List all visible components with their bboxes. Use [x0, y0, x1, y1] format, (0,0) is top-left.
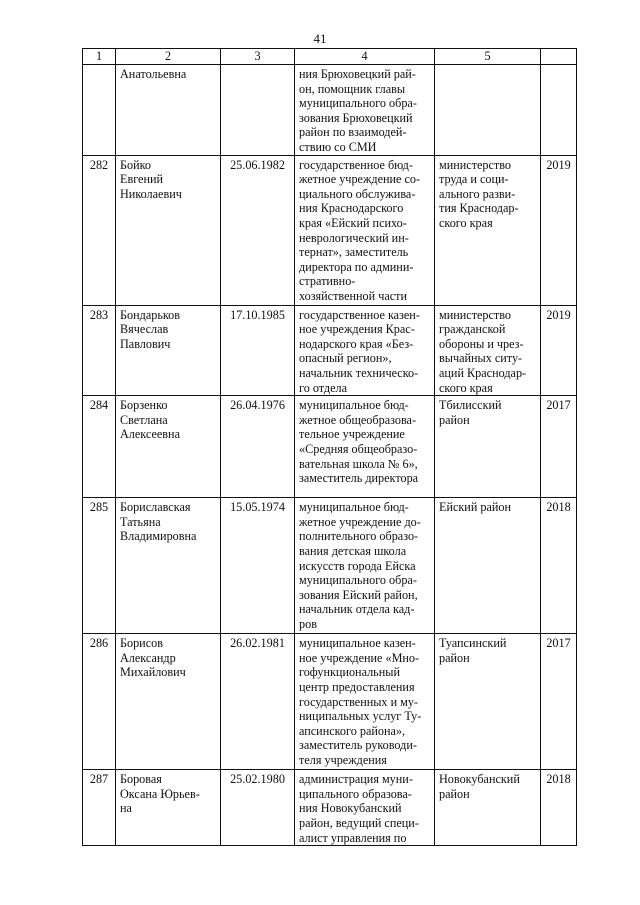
- cell-line: Бондарьков: [120, 307, 181, 322]
- birth-date-cell: 15.05.1974: [221, 498, 295, 634]
- row-number-cell: 285: [83, 498, 116, 634]
- cell-line: гофункциональный: [299, 665, 400, 680]
- cell-line: ния Брюховецкий рай-: [299, 67, 416, 81]
- cell-line: Светлана: [120, 412, 168, 427]
- column-header: 4: [295, 49, 435, 65]
- cell-line: ниципальных услуг Ту-: [299, 709, 422, 724]
- cell-line: Анатольевна: [120, 67, 187, 81]
- column-header: 3: [221, 49, 295, 65]
- workplace-position-cell: [295, 155, 435, 305]
- page-number: 41: [313, 31, 327, 46]
- row-number-cell: 282: [83, 155, 116, 305]
- cell-line: нодарского края «Без-: [299, 336, 414, 351]
- row-number-cell: 283: [83, 305, 116, 396]
- cell-line: Ейский район: [439, 500, 512, 515]
- cell-line: центр предоставления: [299, 679, 415, 694]
- cell-line: ния Новокубанский: [299, 801, 402, 816]
- workplace-position-cell: [295, 305, 435, 396]
- cell-line: гражданской: [439, 322, 506, 337]
- cell-line: муниципальное казен-: [299, 636, 416, 651]
- nominator-cell: [435, 634, 541, 770]
- row-number-cell: 287: [83, 770, 116, 846]
- cell-line: Владимировна: [120, 529, 197, 544]
- cell-line: края «Ейский психо-: [299, 215, 407, 230]
- cell-line: Павлович: [120, 336, 171, 351]
- cell-line: район, ведущий специ-: [299, 815, 419, 830]
- cell-line: аций Краснодар-: [439, 365, 527, 380]
- cell-line: министерство: [439, 307, 512, 322]
- year-cell: [541, 65, 577, 156]
- year-cell: 2019: [541, 305, 577, 396]
- cell-line: обороны и чрез-: [439, 336, 524, 351]
- cell-line: Татьяна: [120, 514, 161, 529]
- cell-line: неврологический ин-: [299, 230, 409, 245]
- cell-line: ное учреждения Крас-: [299, 322, 415, 337]
- cell-line: апсинского района»,: [299, 723, 406, 738]
- cell-line: муниципальное бюд-: [299, 500, 409, 515]
- cell-line: теля учреждения: [299, 752, 387, 767]
- cell-line: Бойко: [120, 157, 152, 172]
- year-cell: 2019: [541, 155, 577, 305]
- full-name-cell: [116, 155, 221, 305]
- cell-line: зования Ейский район,: [299, 587, 418, 602]
- cell-line: Борисов: [120, 636, 163, 651]
- cell-line: «Средняя общеобразо-: [299, 441, 418, 456]
- cell-line: ального разви-: [439, 186, 516, 201]
- workplace-position-cell: [295, 65, 435, 156]
- cell-line: зования Брюховецкий: [299, 110, 413, 125]
- cell-line: администрация муни-: [299, 772, 413, 787]
- table-row: [83, 155, 577, 305]
- cell-line: район: [439, 786, 470, 801]
- nominator-cell: [435, 65, 541, 156]
- workplace-position-cell: [295, 498, 435, 634]
- full-name-cell: [116, 498, 221, 634]
- cell-line: жетное учреждение со-: [299, 172, 421, 187]
- cell-line: Вячеслав: [120, 322, 169, 337]
- full-name-cell: [116, 770, 221, 846]
- table-row: [83, 634, 577, 770]
- workplace-position-cell: [295, 396, 435, 498]
- year-cell: 2018: [541, 498, 577, 634]
- cell-line: тельное учреждение: [299, 427, 405, 442]
- cell-line: вательная школа № 6»,: [299, 456, 418, 471]
- row-number-cell: [83, 65, 116, 156]
- cell-line: Оксана Юрьев-: [120, 786, 200, 801]
- workplace-position-cell: [295, 634, 435, 770]
- cell-line: район: [439, 650, 470, 665]
- cell-line: хозяйственной части: [299, 288, 407, 303]
- table-row: [83, 305, 577, 396]
- cell-line: ствию со СМИ: [299, 139, 377, 154]
- nominator-cell: [435, 396, 541, 498]
- birth-date-cell: 25.06.1982: [221, 155, 295, 305]
- cell-line: тия Краснодар-: [439, 201, 519, 216]
- cell-line: полнительного образо-: [299, 529, 419, 544]
- table-body: [83, 49, 577, 846]
- cell-line: государственных и му-: [299, 694, 419, 709]
- cell-line: тернат», заместитель: [299, 245, 409, 260]
- cell-line: алист управления по: [299, 830, 407, 845]
- birth-date-cell: 26.02.1981: [221, 634, 295, 770]
- cell-line: район по взаимодей-: [299, 125, 407, 140]
- cell-line: жетное общеобразова-: [299, 412, 417, 427]
- cell-line: стративно-: [299, 274, 356, 289]
- column-number-row: [83, 49, 577, 65]
- cell-line: Евгений: [120, 172, 164, 187]
- cell-line: Тбилисский: [439, 398, 502, 413]
- cell-line: Боровая: [120, 772, 162, 787]
- cell-line: начальник техническо-: [299, 365, 419, 380]
- column-header: 1: [83, 49, 116, 65]
- cell-line: вычайных ситу-: [439, 351, 523, 366]
- cell-line: Алексеевна: [120, 427, 180, 442]
- cell-line: директора по админи-: [299, 259, 414, 274]
- full-name-cell: [116, 634, 221, 770]
- year-cell: 2018: [541, 770, 577, 846]
- cell-line: Бориславская: [120, 500, 191, 515]
- table-row: [83, 396, 577, 498]
- birth-date-cell: 25.02.1980: [221, 770, 295, 846]
- awards-table: [82, 48, 577, 846]
- cell-line: ное учреждение «Мно-: [299, 650, 420, 665]
- cell-line: искусств города Ейска: [299, 558, 416, 573]
- year-cell: 2017: [541, 634, 577, 770]
- full-name-cell: [116, 305, 221, 396]
- cell-line: муниципального обра-: [299, 96, 417, 111]
- nominator-cell: [435, 770, 541, 846]
- cell-line: Александр: [120, 650, 176, 665]
- birth-date-cell: [221, 65, 295, 156]
- cell-line: государственное бюд-: [299, 157, 413, 172]
- cell-line: муниципального обра-: [299, 573, 417, 588]
- cell-line: ципального образова-: [299, 786, 412, 801]
- workplace-position-cell: [295, 770, 435, 846]
- table-row: [83, 498, 577, 634]
- column-header: 5: [435, 49, 541, 65]
- column-header: 2: [116, 49, 221, 65]
- nominator-cell: [435, 155, 541, 305]
- cell-line: вания детская школа: [299, 543, 407, 558]
- cell-line: Николаевич: [120, 186, 182, 201]
- table-row: [83, 770, 577, 846]
- full-name-cell: [116, 396, 221, 498]
- cell-line: ского края: [439, 215, 493, 230]
- cell-line: Туапсинский: [439, 636, 507, 651]
- cell-line: заместитель руководи-: [299, 738, 417, 753]
- cell-line: Михайлович: [120, 665, 186, 680]
- row-number-cell: 284: [83, 396, 116, 498]
- cell-line: Борзенко: [120, 398, 168, 413]
- year-cell: 2017: [541, 396, 577, 498]
- cell-line: жетное учреждение до-: [299, 514, 421, 529]
- cell-line: начальник отдела кад-: [299, 602, 415, 617]
- table-row: [83, 65, 577, 156]
- full-name-cell: [116, 65, 221, 156]
- birth-date-cell: 17.10.1985: [221, 305, 295, 396]
- cell-line: циального обслужива-: [299, 186, 416, 201]
- cell-line: ского края: [439, 380, 493, 395]
- nominator-cell: [435, 305, 541, 396]
- column-header: [541, 49, 577, 65]
- cell-line: муниципальное бюд-: [299, 398, 409, 413]
- row-number-cell: 286: [83, 634, 116, 770]
- cell-line: на: [120, 801, 132, 816]
- cell-line: ров: [299, 616, 317, 631]
- cell-line: министерство: [439, 157, 512, 172]
- cell-line: район: [439, 412, 470, 427]
- cell-line: заместитель директора: [299, 471, 419, 486]
- cell-line: государственное казен-: [299, 307, 420, 322]
- nominator-cell: [435, 498, 541, 634]
- cell-line: он, помощник главы: [299, 81, 406, 96]
- cell-line: Новокубанский: [439, 772, 520, 787]
- cell-line: ния Краснодарского: [299, 201, 404, 216]
- cell-line: опасный регион»,: [299, 351, 392, 366]
- cell-line: го отдела: [299, 380, 348, 395]
- birth-date-cell: 26.04.1976: [221, 396, 295, 498]
- cell-line: труда и соци-: [439, 172, 509, 187]
